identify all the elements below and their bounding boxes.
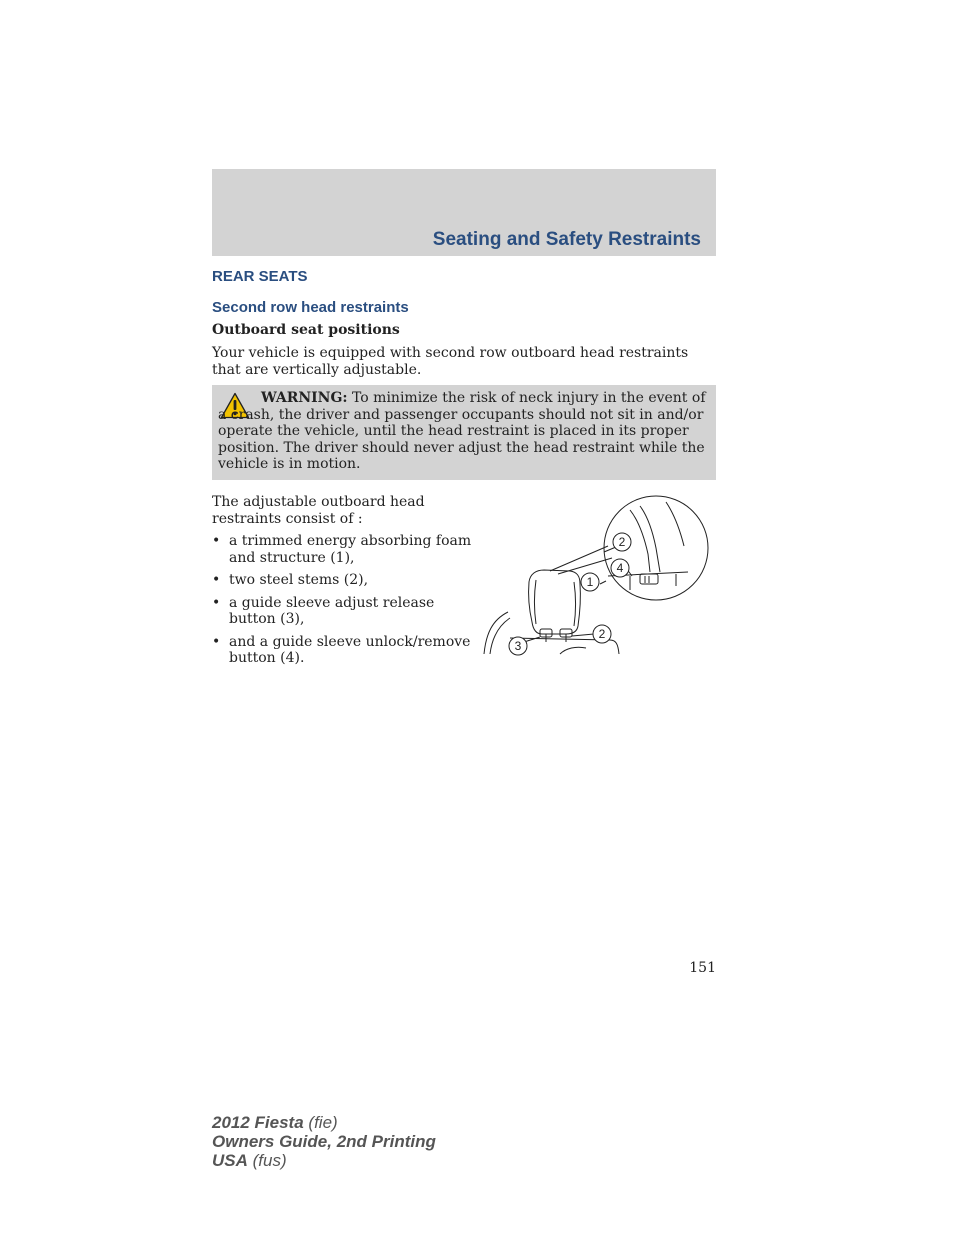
seat-lower-curve: [560, 647, 586, 654]
subsection-heading: Second row head restraints: [212, 299, 409, 316]
warning-text: [218, 390, 710, 473]
callout-2-top: 2: [618, 535, 626, 549]
footer-line-3: [212, 1151, 436, 1170]
list-item-text: and a guide sleeve unlock/remove button (4).: [229, 633, 471, 666]
footer: [212, 1113, 436, 1170]
intro-paragraph: Your vehicle is equipped with second row outboard head restraints that are vertically adjustable.: [212, 345, 689, 378]
bullet: •: [212, 594, 221, 611]
footer-line-1: [212, 1113, 436, 1132]
steel-stems: [546, 634, 566, 642]
consist-paragraph: The adjustable outboard head restraints consist of :: [212, 494, 425, 527]
subheading: Outboard seat positions: [212, 322, 400, 338]
bullet: •: [212, 533, 221, 549]
page-title: Seating and Safety Restraints: [432, 229, 701, 250]
footer-model-code: (fie): [303, 1113, 338, 1132]
callout-4: 4: [616, 561, 624, 575]
footer-market-code: (fus): [247, 1151, 287, 1170]
page-number: 151: [689, 960, 716, 976]
seat-back-outline: [484, 612, 510, 654]
callout-1: 1: [586, 575, 594, 589]
warning-label: WARNING:: [261, 390, 348, 406]
bullet: •: [212, 572, 221, 588]
header-band: [212, 169, 716, 256]
head-restraint-diagram: [480, 494, 716, 660]
footer-printing: Owners Guide, 2nd Printing: [212, 1132, 436, 1151]
footer-model: 2012 Fiesta: [212, 1113, 304, 1132]
head-restraint-pad: [529, 570, 581, 634]
callout-2-bottom: 2: [598, 627, 606, 641]
list-item-text: two steel stems (2),: [229, 572, 369, 588]
list-item: [212, 634, 472, 667]
warning-body: To minimize the risk of neck injury in the event of a crash, the driver and passenger occupants should not sit in and/or operate the vehicle, until the head restraint is placed in its proper position. The driver should never adjust the head restraint while the vehicle is in motion.: [218, 390, 706, 472]
footer-market: USA: [212, 1151, 248, 1170]
list-item: [212, 572, 472, 589]
list-item: [212, 595, 472, 628]
bullet: •: [212, 633, 221, 650]
section-heading: REAR SEATS: [212, 268, 308, 285]
list-item: [212, 533, 472, 566]
footer-line-2: [212, 1132, 436, 1151]
list-item-text: a trimmed energy absorbing foam and structure (1),: [229, 533, 472, 566]
zoom-leader: [550, 546, 612, 574]
component-list: [212, 533, 472, 673]
warning-box: [212, 385, 716, 480]
callout-3: 3: [514, 639, 522, 653]
list-item-text: a guide sleeve adjust release button (3),: [229, 594, 435, 627]
